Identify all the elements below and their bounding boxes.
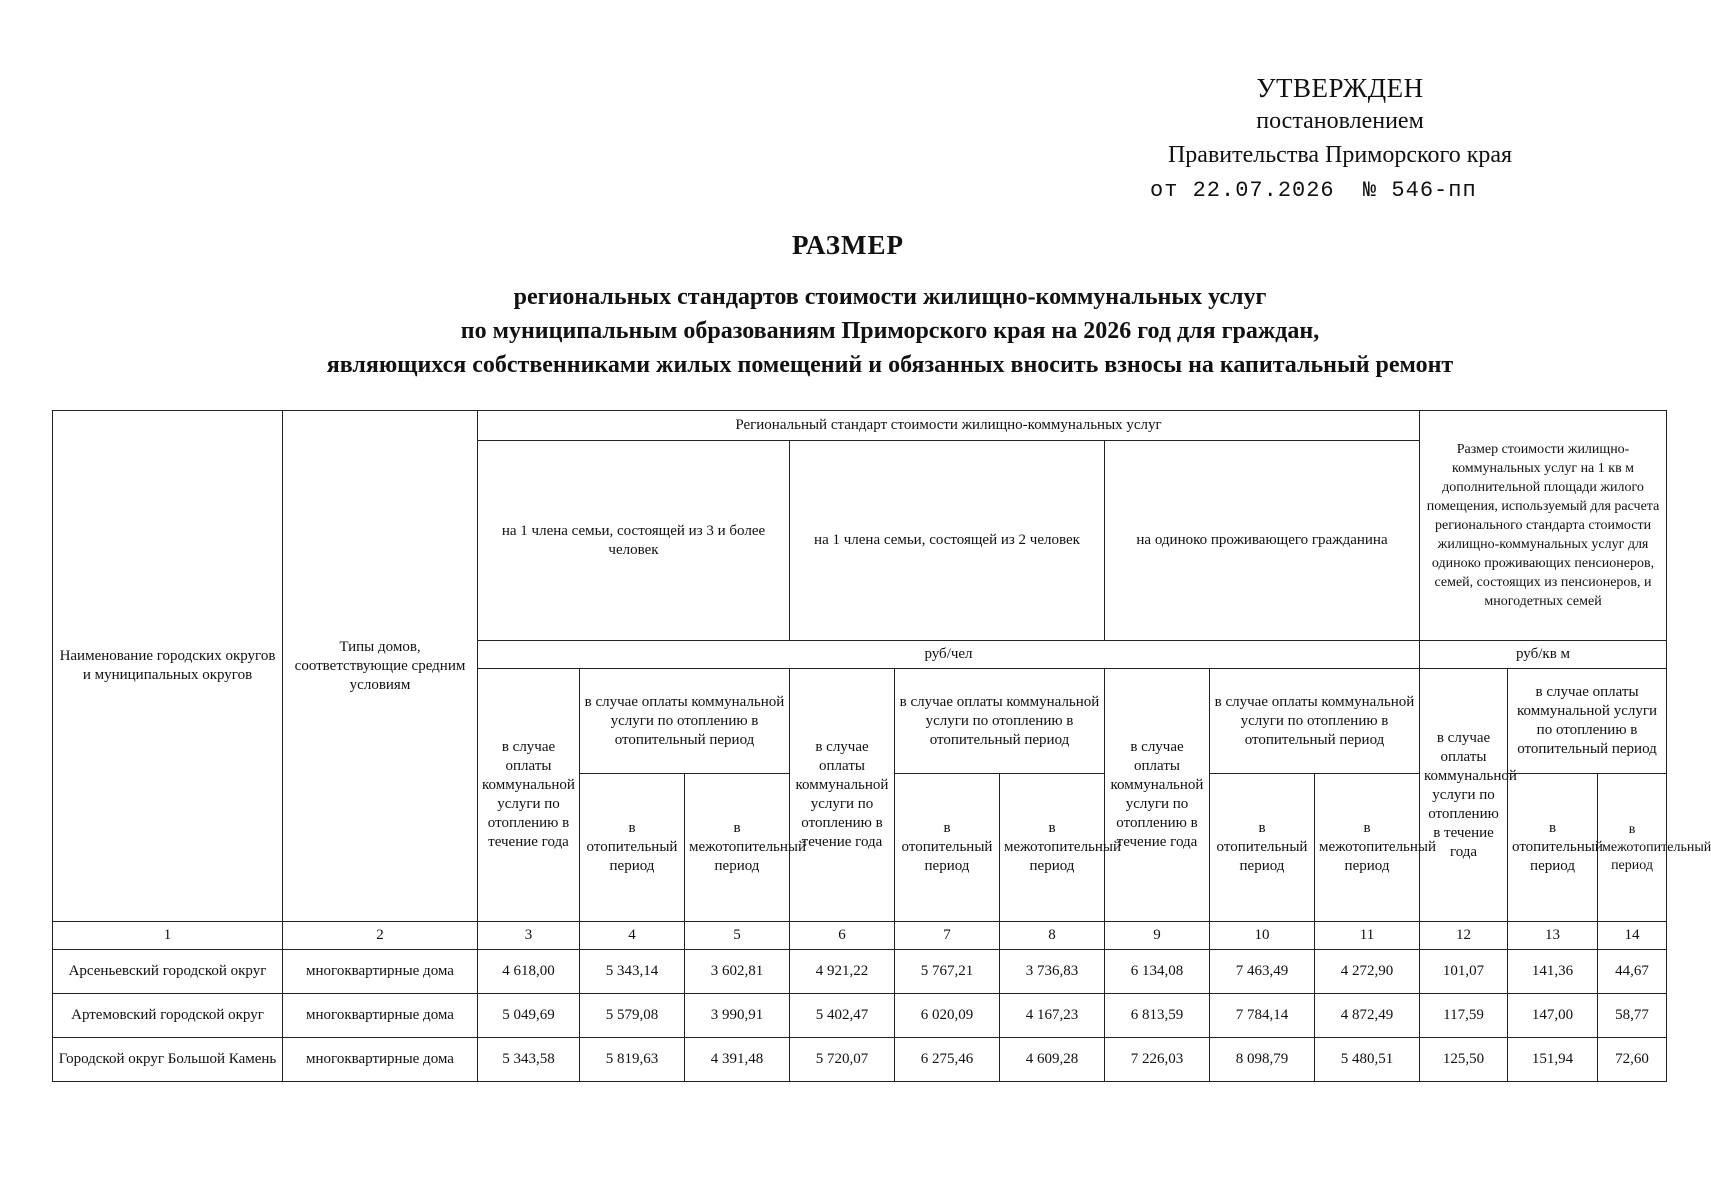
header-name: Наименование городских округов и муниципальных округов [53,411,283,922]
house-type: многоквартирные дома [283,1038,478,1082]
document-subtitle [150,280,1630,382]
header-group-single: на одиноко проживающего гражданина [1105,441,1420,641]
header-heat-4: в отопительный период [1508,774,1598,922]
column-number: 8 [1000,922,1105,950]
value-cell: 7 226,03 [1105,1038,1210,1082]
column-number: 3 [478,922,580,950]
column-number: 10 [1210,922,1315,950]
standards-table [52,410,1711,1082]
value-cell: 5 343,58 [478,1038,580,1082]
value-cell: 125,50 [1420,1038,1508,1082]
header-year-1: в случае оплаты коммунальной услуги по отоплению в течение года [478,669,580,922]
subtitle-line-1: региональных стандартов стоимости жилищно-коммунальных услуг [513,284,1267,310]
column-number: 14 [1598,922,1667,950]
approval-title: УТВЕРЖДЕН [1256,73,1424,103]
municipality-name: Артемовский городской округ [53,994,283,1038]
header-year-2: в случае оплаты коммунальной услуги по отоплению в течение года [790,669,895,922]
header-unit-sqm: руб/кв м [1420,641,1667,669]
value-cell: 5 480,51 [1315,1038,1420,1082]
header-offheat-2: в межотопительный период [1000,774,1105,922]
value-cell: 7 463,49 [1210,950,1315,994]
value-cell: 4 618,00 [478,950,580,994]
value-cell: 4 167,23 [1000,994,1105,1038]
value-cell: 58,77 [1598,994,1667,1038]
value-cell: 6 275,46 [895,1038,1000,1082]
value-cell: 3 602,81 [685,950,790,994]
value-cell: 4 609,28 [1000,1038,1105,1082]
value-cell: 6 020,09 [895,994,1000,1038]
value-cell: 8 098,79 [1210,1038,1315,1082]
house-type: многоквартирные дома [283,994,478,1038]
document-title: РАЗМЕР [791,230,905,260]
approval-number: от 22.07.2026 № 546-пп [1150,178,1477,203]
column-number: 7 [895,922,1000,950]
municipality-name: Городской округ Большой Камень [53,1038,283,1082]
value-cell: 44,67 [1598,950,1667,994]
header-season-3: в случае оплаты коммунальной услуги по отоплению в отопительный период [1210,669,1420,774]
value-cell: 6 813,59 [1105,994,1210,1038]
value-cell: 141,36 [1508,950,1598,994]
column-number: 4 [580,922,685,950]
header-unit-person: руб/чел [478,641,1420,669]
header-group-3plus: на 1 члена семьи, состоящей из 3 и более человек [478,441,790,641]
value-cell: 5 402,47 [790,994,895,1038]
municipality-name: Арсеньевский городской округ [53,950,283,994]
subtitle-line-2: по муниципальным образованиям Приморского края на 2026 год для граждан, [460,318,1320,344]
value-cell: 3 990,91 [685,994,790,1038]
header-heat-3: в отопительный период [1210,774,1315,922]
house-type: многоквартирные дома [283,950,478,994]
header-heat-1: в отопительный период [580,774,685,922]
table-row [53,994,1667,1038]
value-cell: 151,94 [1508,1038,1598,1082]
table-row [53,1038,1667,1082]
value-cell: 5 579,08 [580,994,685,1038]
value-cell: 117,59 [1420,994,1508,1038]
value-cell: 5 720,07 [790,1038,895,1082]
header-offheat-3: в межотопительный период [1315,774,1420,922]
approval-line-1: постановлением [1256,108,1424,134]
header-type: Типы домов, соответствующие средним условиям [283,411,478,922]
header-group-2: на 1 члена семьи, состоящей из 2 человек [790,441,1105,641]
column-number: 6 [790,922,895,950]
approval-line-2: Правительства Приморского края [1167,142,1513,168]
header-season-4: в случае оплаты коммунальной услуги по отоплению в отопительный период [1508,669,1667,774]
value-cell: 3 736,83 [1000,950,1105,994]
subtitle-line-3: являющихся собственниками жилых помещений и обязанных вносить взносы на капитальный ремонт [326,352,1454,378]
header-offheat-4: в межотопительный период [1598,774,1667,922]
value-cell: 5 343,14 [580,950,685,994]
value-cell: 5 049,69 [478,994,580,1038]
column-number: 13 [1508,922,1598,950]
value-cell: 5 767,21 [895,950,1000,994]
table-row [53,950,1667,994]
value-cell: 101,07 [1420,950,1508,994]
column-number-row [53,922,1667,950]
value-cell: 4 272,90 [1315,950,1420,994]
column-number: 1 [53,922,283,950]
approval-stamp [1100,72,1580,172]
value-cell: 147,00 [1508,994,1598,1038]
column-number: 5 [685,922,790,950]
value-cell: 5 819,63 [580,1038,685,1082]
value-cell: 4 391,48 [685,1038,790,1082]
header-extra: Размер стоимости жилищно-коммунальных услуг на 1 кв м дополнительной площади жилого помещения, используемый для расчета регионального стандарта стоимости жилищно-коммунальных услуг для одиноко проживающих пенсионеров, семей, состоящих из пенсионеров, и многодетных семей [1420,411,1667,641]
column-number: 11 [1315,922,1420,950]
value-cell: 72,60 [1598,1038,1667,1082]
value-cell: 7 784,14 [1210,994,1315,1038]
header-offheat-1: в межотопительный период [685,774,790,922]
value-cell: 6 134,08 [1105,950,1210,994]
column-number: 2 [283,922,478,950]
header-season-1: в случае оплаты коммунальной услуги по отоплению в отопительный период [580,669,790,774]
column-number: 9 [1105,922,1210,950]
header-heat-2: в отопительный период [895,774,1000,922]
value-cell: 4 921,22 [790,950,895,994]
column-number: 12 [1420,922,1508,950]
value-cell: 4 872,49 [1315,994,1420,1038]
header-year-4: в случае оплаты коммунальной услуги по отоплению в течение года [1420,669,1508,922]
header-year-3: в случае оплаты коммунальной услуги по отоплению в течение года [1105,669,1210,922]
header-season-2: в случае оплаты коммунальной услуги по отоплению в отопительный период [895,669,1105,774]
header-regional: Региональный стандарт стоимости жилищно-коммунальных услуг [478,411,1420,441]
